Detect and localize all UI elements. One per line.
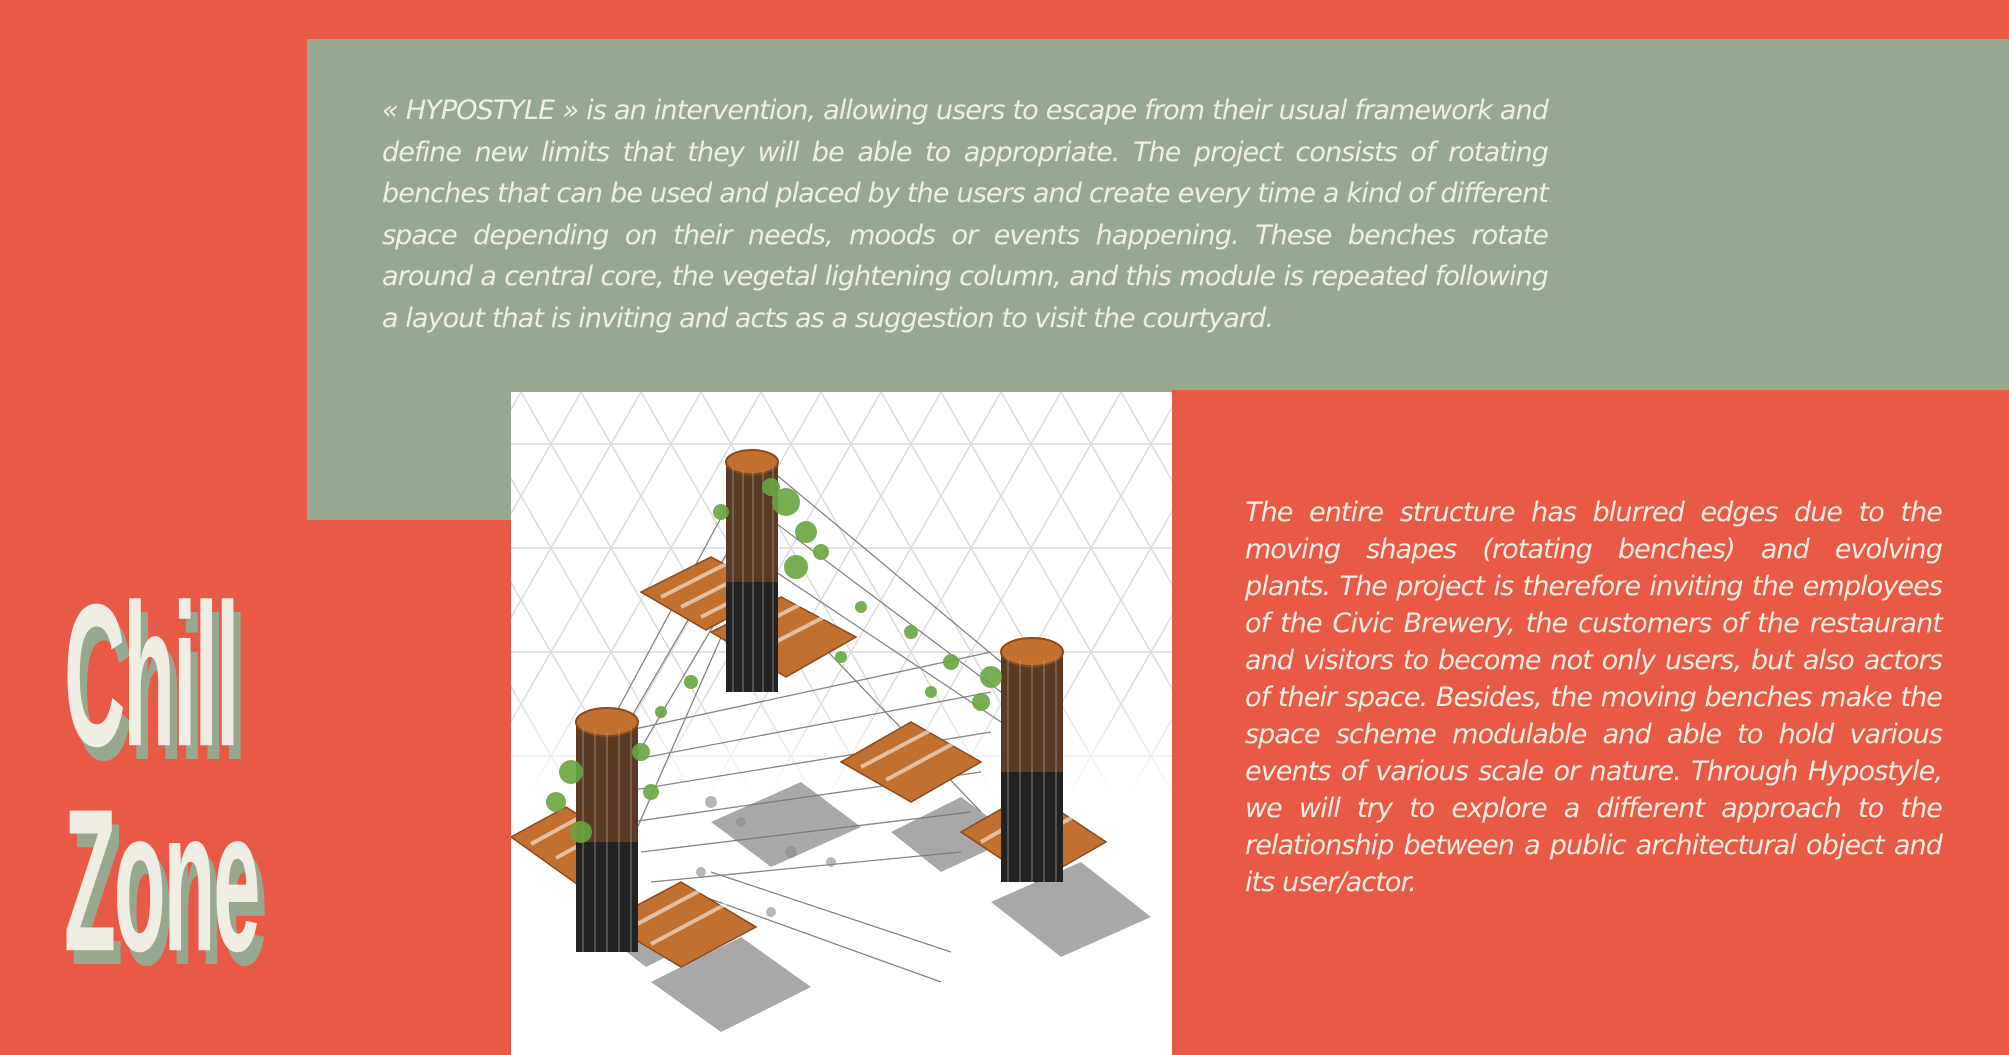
title-line-chill: Chill [64,562,238,790]
hypostyle-render-image [511,392,1172,1055]
description-paragraph: The entire structure has blurred edges due to the moving shapes (rotating benches) and evolving plants. The project is therefore inviting the employees of the Civic Brewery, the customers of the restaurant and visitors to become not only users, but also actors of their space. Besides, the moving benches make the space scheme modulable and able to hold various events of various scale or nature. Through Hypostyle, we will try to explore a different approach to the relationship between a public architectural object and its user/actor. [1245,497,1942,898]
intro-paragraph: « HYPOSTYLE » is an intervention, allowing users to escape from their usual framework and define new limits that they will be able to appropriate. The project consists of rotating benches that can be used and placed by the users and create every time a kind of different space depending on their needs, moods or events happening. These benches rotate around a central core, the vegetal lightening column, and this module is repeated following a layout that is inviting and acts as a suggestion to visit the courtyard. [382,95,1548,334]
chill-zone-title [64,562,264,995]
title-line-zone: Zone [64,767,259,995]
